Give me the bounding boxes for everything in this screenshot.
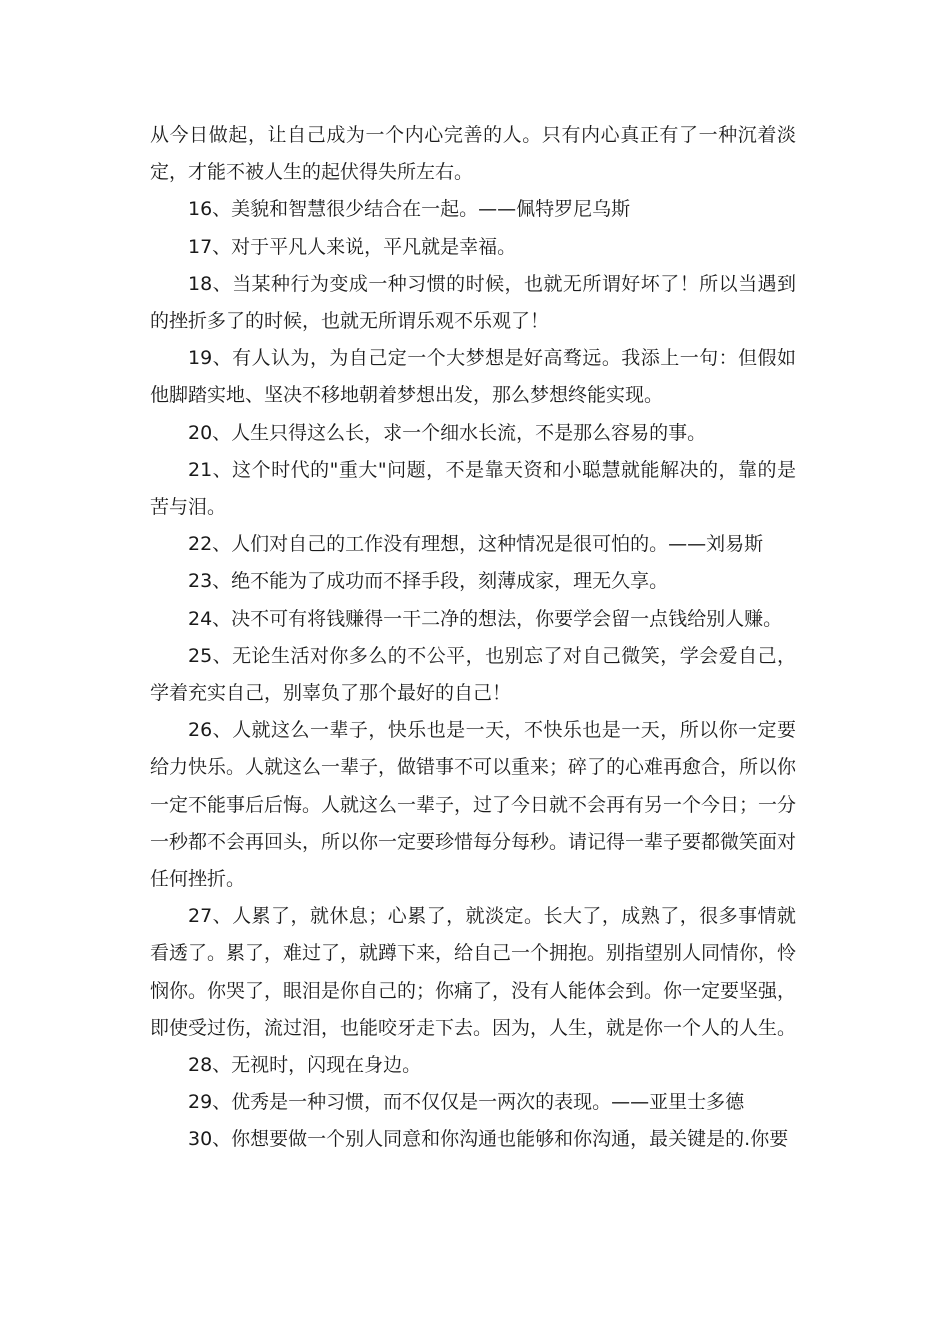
quote-26: 26、人就这么一辈子，快乐也是一天，不快乐也是一天，所以你一定要给力快乐。人就这么一辈子，做错事不可以重来；碎了的心难再愈合，所以你一定不能事后后悔。人就这么一辈子，过了今日就不会再有另一个今日；一分一秒都不会再回头，所以你一定要珍惜每分每秒。请记得一辈子要都微笑面对任何挫折。: [150, 719, 797, 891]
quote-16: 16、美貌和智慧很少结合在一起。——佩特罗尼乌斯: [188, 198, 631, 221]
document-body: [150, 117, 796, 1159]
quote-24: 24、决不可有将钱赚得一干二净的想法，你要学会留一点钱给别人赚。: [188, 607, 783, 630]
quote-17: 17、对于平凡人来说，平凡就是幸福。: [188, 235, 517, 258]
quote-21: 21、这个时代的"重大"问题，不是靠天资和小聪慧就能解决的，靠的是苦与泪。: [150, 458, 796, 519]
paragraph-continued: 从今日做起，让自己成为一个内心完善的人。只有内心真正有了一种沉着淡定，才能不被人生的起伏得失所左右。: [150, 124, 796, 184]
quote-30: 30、你想要做一个别人同意和你沟通也能够和你沟通，最关键是的.你要: [188, 1128, 789, 1151]
quote-22: 22、人们对自己的工作没有理想，这种情况是很可怕的。——刘易斯: [188, 533, 764, 556]
quote-23: 23、绝不能为了成功而不择手段，刻薄成家，理无久享。: [188, 570, 669, 593]
quote-27: 27、人累了，就休息；心累了，就淡定。长大了，成熟了，很多事情就看透了。累了，难过了，就蹲下来，给自己一个拥抱。别指望别人同情你，怜悯你。你哭了，眼泪是你自己的；你痛了，没有人能体会到。你一定要坚强，即使受过伤，流过泪，也能咬牙走下去。因为，人生，就是你一个人的人生。: [150, 905, 797, 1039]
quote-25: 25、无论生活对你多么的不公平，也别忘了对自己微笑，学会爱自己，学着充实自己，别辜负了那个最好的自己！: [150, 644, 796, 705]
quote-28: 28、无视时，闪现在身边。: [188, 1054, 422, 1077]
quote-19: 19、有人认为，为自己定一个大梦想是好高骛远。我添上一句：但假如他脚踏实地、坚决不移地朝着梦想出发，那么梦想终能实现。: [150, 347, 796, 407]
quote-18: 18、当某种行为变成一种习惯的时候，也就无所谓好坏了！所以当遇到的挫折多了的时候，也就无所谓乐观不乐观了！: [150, 272, 796, 333]
quote-20: 20、人生只得这么长，求一个细水长流，不是那么容易的事。: [188, 421, 707, 444]
quote-29: 29、优秀是一种习惯，而不仅仅是一两次的表现。——亚里士多德: [188, 1091, 745, 1114]
